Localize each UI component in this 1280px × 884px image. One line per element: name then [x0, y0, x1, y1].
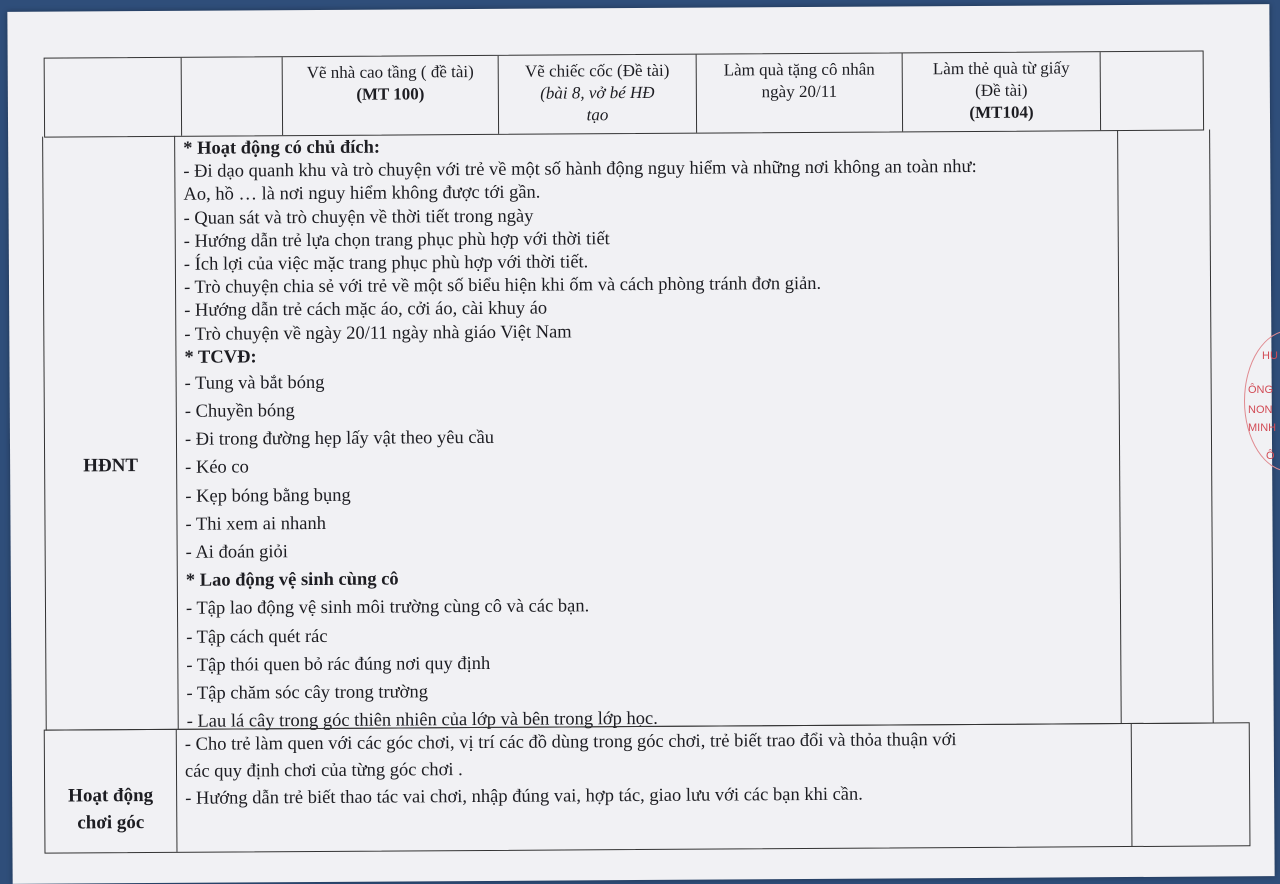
- content-line: - Tập chăm sóc cây trong trường: [186, 682, 428, 704]
- goc-row: [44, 722, 1251, 853]
- header-cell-2: [182, 57, 283, 136]
- content-line: - Hướng dẫn trẻ cách mặc áo, cởi áo, cài khuy áo: [184, 298, 548, 322]
- content-line: - Trò chuyện về ngày 20/11 ngày nhà giáo Việt Nam: [184, 321, 572, 345]
- hdnt-right-cell: [1117, 130, 1213, 724]
- header-cell-ve-coc: [499, 55, 697, 134]
- header-cell-ve-nha: [283, 56, 499, 135]
- goc-label-line1: Hoạt động: [68, 784, 154, 807]
- header-row: [44, 51, 1204, 138]
- header-cell-the-qua-sub: (Đề tài): [975, 80, 1028, 100]
- content-line: Ao, hồ … là nơi nguy hiểm không được tới gần.: [183, 182, 541, 206]
- content-line: - Lau lá cây trong góc thiên nhiên của lớp và bên trong lớp học.: [186, 709, 658, 732]
- header-cell-ve-coc-ref: (bài 8, vở bé HĐ: [540, 82, 655, 103]
- stamp-text: Ô: [1266, 450, 1275, 462]
- content-line: - Đi trong đường hẹp lấy vật theo yêu cầu: [184, 428, 495, 451]
- content-line: - Thi xem ai nhanh: [185, 513, 326, 535]
- content-line: - Hướng dẫn trẻ lựa chọn trang phục phù hợp với thời tiết: [183, 228, 610, 252]
- hdnt-row: [42, 130, 1214, 731]
- header-cell-qua-tang: [697, 53, 903, 132]
- content-line: - Kéo co: [185, 457, 249, 479]
- header-cell-ve-nha-code: (MT 100): [356, 84, 425, 104]
- content-line: - Trò chuyện chia sẻ với trẻ về một số biểu hiện khi ốm và cách phòng tránh đơn giản.: [183, 274, 822, 298]
- stamp-text: HU: [1262, 350, 1278, 362]
- header-cell-ve-coc-ref2: tạo: [586, 105, 609, 125]
- content-line: - Quan sát và trò chuyện về thời tiết trong ngày: [183, 206, 534, 229]
- header-cell-the-qua-title: Làm thẻ quà từ giấy: [932, 58, 1070, 79]
- header-cell-qua-tang-title: Làm quà tặng cô nhân: [723, 59, 875, 80]
- content-line: - Ai đoán giỏi: [185, 542, 288, 563]
- content-line: - Cho trẻ làm quen với các góc chơi, vị trí các đồ dùng trong góc chơi, trẻ biết trao đổi và thỏa thuận với: [184, 730, 957, 755]
- header-cell-1: [45, 58, 182, 137]
- header-cell-ve-coc-title: Vẽ chiếc cốc (Đề tài): [524, 60, 670, 81]
- hdnt-content: [183, 132, 1113, 736]
- red-stamp: [1240, 330, 1280, 470]
- section-heading: * Lao động vệ sinh cùng cô: [185, 569, 399, 591]
- hdnt-label-cell: [43, 136, 179, 730]
- content-line: - Ích lợi của việc mặc trang phục phù hợp với thời tiết.: [183, 252, 589, 275]
- paper-sheet: [7, 4, 1277, 884]
- hdnt-label: HĐNT: [83, 455, 139, 477]
- section-heading: * TCVĐ:: [184, 347, 257, 368]
- goc-right-cell: [1131, 723, 1250, 846]
- stamp-text: ÔNG: [1248, 384, 1274, 396]
- stamp-text: NON: [1248, 404, 1273, 416]
- header-cell-7: [1101, 52, 1205, 131]
- header-cell-the-qua-code: (MT104): [969, 102, 1034, 122]
- header-cell-qua-tang-date: ngày 20/11: [761, 81, 838, 102]
- content-line: - Chuyền bóng: [184, 401, 295, 422]
- goc-content: [185, 726, 1139, 813]
- content-line: các quy định chơi của từng góc chơi .: [184, 760, 463, 782]
- content-line: - Đi dạo quanh khu và trò chuyện với trẻ về một số hành động nguy hiểm và những nơi không an toàn như:: [183, 157, 977, 182]
- stamp-text: MINH: [1248, 422, 1277, 434]
- goc-label-cell: [45, 730, 178, 853]
- content-line: - Tập lao động vệ sinh môi trường cùng cô và các bạn.: [185, 596, 590, 620]
- content-line: - Kẹp bóng bằng bụng: [185, 485, 351, 507]
- content-line: - Tập thói quen bỏ rác đúng nơi quy định: [186, 653, 491, 676]
- content-line: - Tập cách quét rác: [186, 626, 328, 648]
- content-line: - Hướng dẫn trẻ biết thao tác vai chơi, nhập đúng vai, hợp tác, giao lưu với các bạn khi cần.: [185, 784, 863, 809]
- header-cell-ve-nha-title: Vẽ nhà cao tầng ( đề tài): [306, 62, 474, 83]
- section-heading: * Hoạt động có chủ đích:: [183, 137, 381, 159]
- goc-label-line2: chơi góc: [77, 812, 145, 834]
- header-cell-the-qua: [903, 52, 1101, 131]
- content-line: - Tung và bắt bóng: [184, 372, 325, 394]
